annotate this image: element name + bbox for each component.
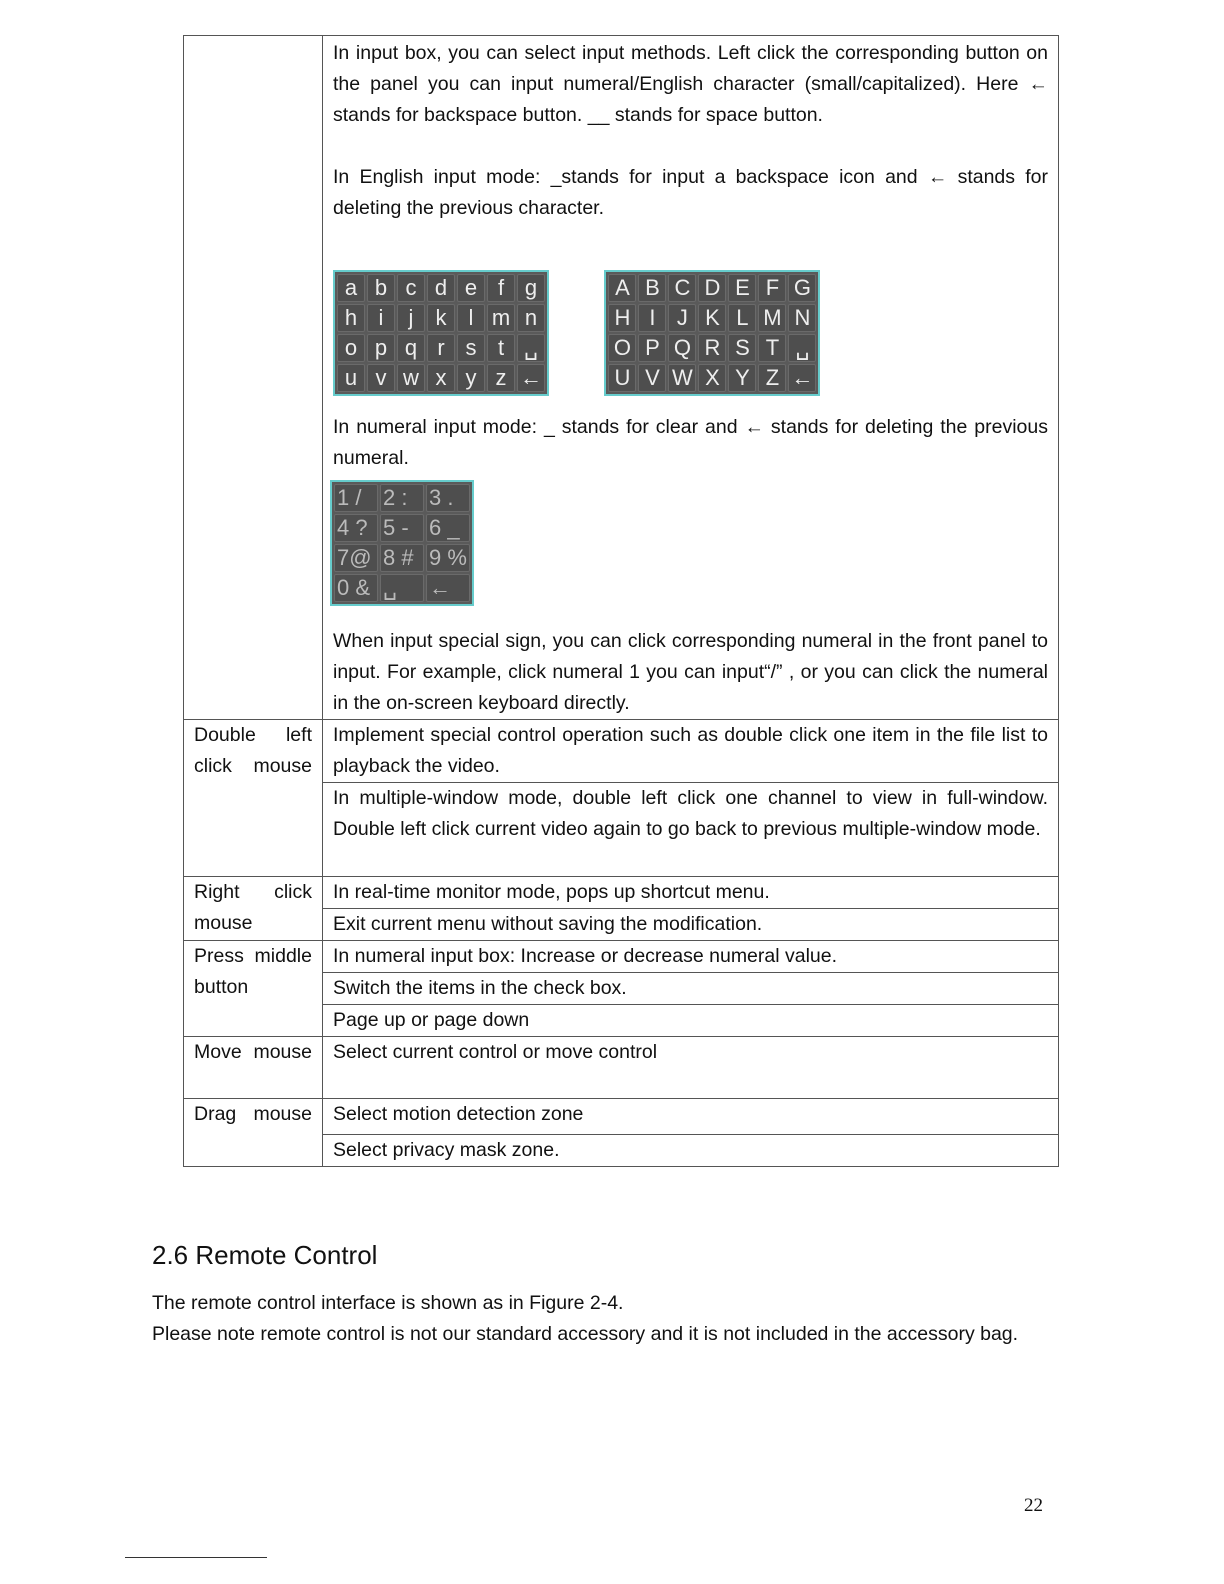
key: E (728, 274, 756, 302)
function-description: Select motion detection zone (323, 1099, 1059, 1135)
key: J (668, 304, 696, 332)
section-heading: 2.6 Remote Control (152, 1240, 378, 1270)
key: T (758, 334, 786, 362)
key: L (728, 304, 756, 332)
key: n (517, 304, 545, 332)
key: D (698, 274, 726, 302)
key: S (728, 334, 756, 362)
key: o (337, 334, 365, 362)
function-description: In numeral input box: Increase or decrease numeral value. (323, 941, 1059, 973)
key: e (457, 274, 485, 302)
key: ← (517, 364, 545, 392)
key: h (337, 304, 365, 332)
key: M (758, 304, 786, 332)
key: Q (668, 334, 696, 362)
key: ← (788, 364, 816, 392)
lowercase-keyboard-image (333, 270, 549, 396)
key: 5 - (380, 514, 424, 542)
key: 4 ? (334, 514, 378, 542)
paragraph: In English input mode: _stands for input a backspace icon and ← stands for deleting the previous character. (333, 166, 1048, 219)
function-description: Switch the items in the check box. (323, 973, 1059, 1005)
key: 8 # (380, 544, 424, 572)
input-method-cell (323, 36, 1059, 720)
table-row (184, 1037, 1059, 1099)
key: O (608, 334, 636, 362)
key: u (337, 364, 365, 392)
key: 9 % (426, 544, 470, 572)
key: 6 _ (426, 514, 470, 542)
key: q (397, 334, 425, 362)
key: g (517, 274, 545, 302)
paragraph: When input special sign, you can click corresponding numeral in the front panel to input. For example, click numeral 1 you can input“/” , or you can click the numeral in the on-screen keyboard directly. (333, 630, 1048, 714)
function-description: Page up or page down (323, 1005, 1059, 1037)
table-row (184, 941, 1059, 973)
key: P (638, 334, 666, 362)
action-label: Drag mouse (184, 1099, 323, 1167)
key: l (457, 304, 485, 332)
key: ␣ (517, 334, 545, 362)
key: c (397, 274, 425, 302)
function-description: In multiple-window mode, double left click one channel to view in full-window. Double left click current video again to go back to previous multiple-window mode. (323, 783, 1059, 877)
key: v (367, 364, 395, 392)
table-row (184, 1099, 1059, 1135)
function-description: Select current control or move control (323, 1037, 1059, 1099)
key: I (638, 304, 666, 332)
table-row (184, 877, 1059, 909)
key: d (427, 274, 455, 302)
page-number: 22 (1024, 1495, 1043, 1516)
key: 7@ (334, 544, 378, 572)
key: i (367, 304, 395, 332)
key: t (487, 334, 515, 362)
key: N (788, 304, 816, 332)
key: B (638, 274, 666, 302)
table-row (184, 720, 1059, 783)
key: R (698, 334, 726, 362)
key: p (367, 334, 395, 362)
key: x (427, 364, 455, 392)
key: j (397, 304, 425, 332)
uppercase-keyboard-image (604, 270, 820, 396)
key: b (367, 274, 395, 302)
key: Y (728, 364, 756, 392)
key: 1 / (334, 484, 378, 512)
key: U (608, 364, 636, 392)
action-label: Right click mouse (184, 877, 323, 941)
key: 3 . (426, 484, 470, 512)
key: ␣ (380, 574, 424, 602)
key: ␣ (788, 334, 816, 362)
key: 2 : (380, 484, 424, 512)
key: 0 & (334, 574, 378, 602)
key: W (668, 364, 696, 392)
mouse-operation-table (183, 35, 1059, 1167)
key: y (457, 364, 485, 392)
paragraph: Please note remote control is not our standard accessory and it is not included in the accessory bag. (152, 1323, 1019, 1345)
action-label: Move mouse (184, 1037, 323, 1099)
key: A (608, 274, 636, 302)
key: z (487, 364, 515, 392)
function-description: In real-time monitor mode, pops up shortcut menu. (323, 877, 1059, 909)
section-body (152, 1288, 1047, 1350)
numeral-keyboard-image (330, 480, 474, 606)
key: r (427, 334, 455, 362)
function-description: Implement special control operation such as double click one item in the file list to playback the video. (323, 720, 1059, 783)
function-description: Exit current menu without saving the modification. (323, 909, 1059, 941)
footnote-divider (125, 1557, 267, 1558)
function-description: Select privacy mask zone. (323, 1135, 1059, 1167)
key: f (487, 274, 515, 302)
action-label: Press middle button (184, 941, 323, 1037)
key: m (487, 304, 515, 332)
table-row (184, 36, 1059, 720)
action-label: Double left click mouse (184, 720, 323, 877)
key: C (668, 274, 696, 302)
paragraph: In numeral input mode: _ stands for clear and ← stands for deleting the previous numeral. (333, 416, 1048, 469)
key: K (698, 304, 726, 332)
key: k (427, 304, 455, 332)
key: V (638, 364, 666, 392)
key: H (608, 304, 636, 332)
key: w (397, 364, 425, 392)
key: s (457, 334, 485, 362)
key: F (758, 274, 786, 302)
paragraph: In input box, you can select input methods. Left click the corresponding button on the panel you can input numeral/English character (small/capitalized). Here ← stands for backspace button. __ stands for space button. (333, 42, 1048, 126)
key: a (337, 274, 365, 302)
key: X (698, 364, 726, 392)
paragraph: The remote control interface is shown as in Figure 2-4. (152, 1292, 624, 1314)
key: G (788, 274, 816, 302)
key: Z (758, 364, 786, 392)
key: ← (426, 574, 470, 602)
